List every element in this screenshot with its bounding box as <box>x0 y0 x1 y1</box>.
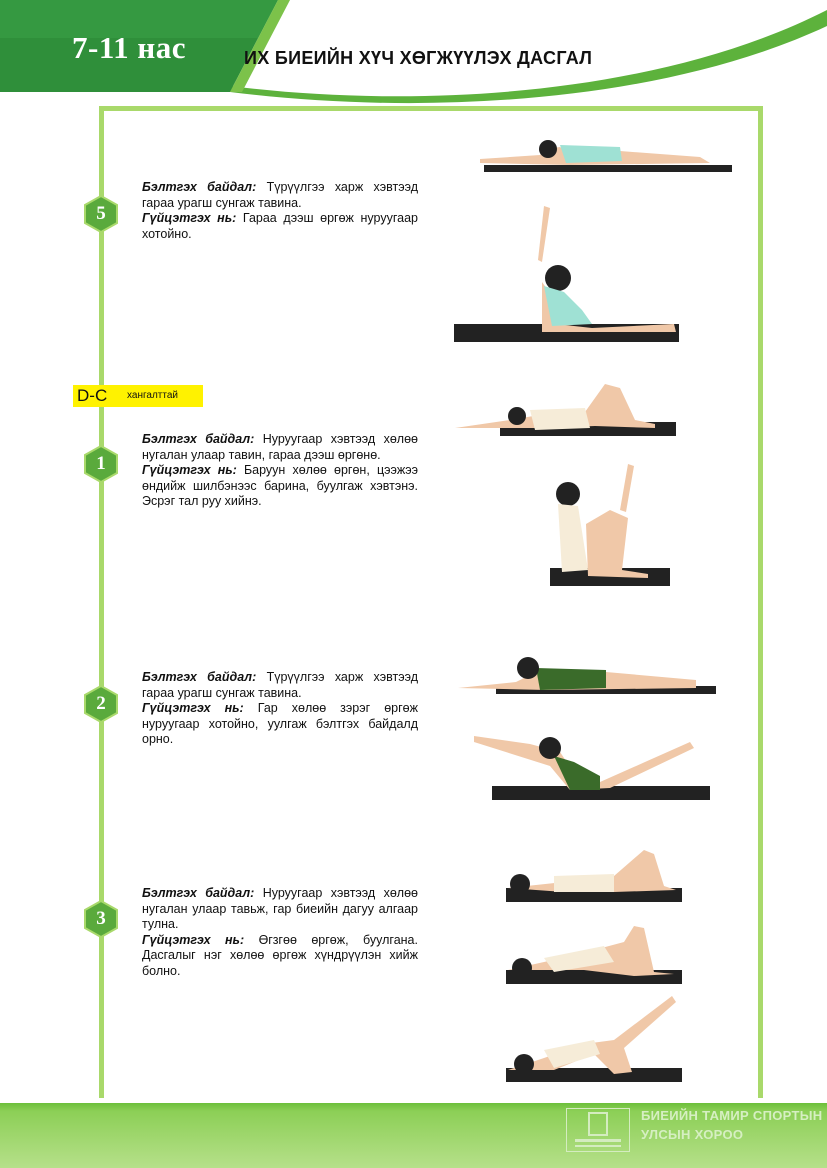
age-group-label: 7-11 нас <box>72 30 186 65</box>
prep-text: Нуруугаар хэвтээд хөлөө нугалан улаар тавин, гараа дээш өргөнө. <box>142 432 418 462</box>
exec-label: Гүйцэтгэх нь: <box>142 701 244 715</box>
exercise-photo-start <box>470 125 735 177</box>
emblem-icon <box>567 1109 629 1151</box>
exec-label: Гүйцэтгэх нь: <box>142 211 237 225</box>
prep-text: Нуруугаар хэвтээд хөлөө нугалан улаар тавьж, гар биеийн дагуу алгаар тулна. <box>142 886 418 931</box>
level-badge <box>73 385 203 407</box>
prep-label: Бэлтгэх байдал: <box>142 670 257 684</box>
exercise-description <box>142 180 418 242</box>
exercise-photo-finish <box>452 200 684 345</box>
exercise-photo-finish <box>470 722 712 802</box>
organization-name-line2: УЛСЫН ХОРОО <box>641 1127 744 1142</box>
organization-logo <box>566 1108 630 1152</box>
prep-label: Бэлтгэх байдал: <box>142 432 255 446</box>
exec-label: Гүйцэтгэх нь: <box>142 932 245 947</box>
prep-label: Бэлтгэх байдал: <box>142 180 257 194</box>
prep-text: Түрүүлгээ харж хэвтээд гараа урагш сунгаж тавина. <box>142 180 418 210</box>
exercise-number: 2 <box>96 693 106 714</box>
exec-text: Баруун хөлөө өргөн, цээжээ өндийж шилбэнээс барина, буулгаж хэвтэнэ. Эсрэг тал руу хийнэ. <box>142 463 418 508</box>
prep-text: Түрүүлгээ харж хэвтээд гараа урагш сунгаж тавина. <box>142 670 418 700</box>
exec-label: Гүйцэтгэх нь: <box>142 463 237 477</box>
exercise-photo-start <box>456 650 718 698</box>
exercise-description <box>142 670 418 748</box>
exercise-photo-finish <box>504 992 684 1088</box>
exercise-description <box>142 432 418 510</box>
exercise-photo-start <box>504 846 684 906</box>
exercise-photo-finish <box>548 460 672 590</box>
exercise-photo-mid <box>504 922 684 988</box>
level-label: хангалттай <box>127 390 178 401</box>
exercise-number: 1 <box>96 453 106 474</box>
exercise-description <box>142 886 418 979</box>
exec-text: Гараа дээш өргөж нуруугаар хотойно. <box>142 211 418 241</box>
prep-label: Бэлтгэх байдал: <box>142 886 255 900</box>
exec-text: Өгзгөө өргөж, буулгана. Дасгалыг нэг хөлөө өргөж хүндрүүлэн хийж болно. <box>142 932 418 978</box>
level-code: D-C <box>77 386 108 405</box>
page-title: ИХ БИЕИЙН ХҮЧ ХӨГЖҮҮЛЭХ ДАСГАЛ <box>244 48 593 68</box>
organization-name-line1: БИЕИЙН ТАМИР СПОРТЫН <box>641 1108 823 1123</box>
exec-text: Гар хөлөө зэрэг өргөж нуруугаар хотойно, уулгаж бэлтгэх байдалд орно. <box>142 701 418 746</box>
exercise-photo-start <box>455 380 680 440</box>
exercise-number: 5 <box>96 203 106 224</box>
exercise-number: 3 <box>96 908 106 929</box>
